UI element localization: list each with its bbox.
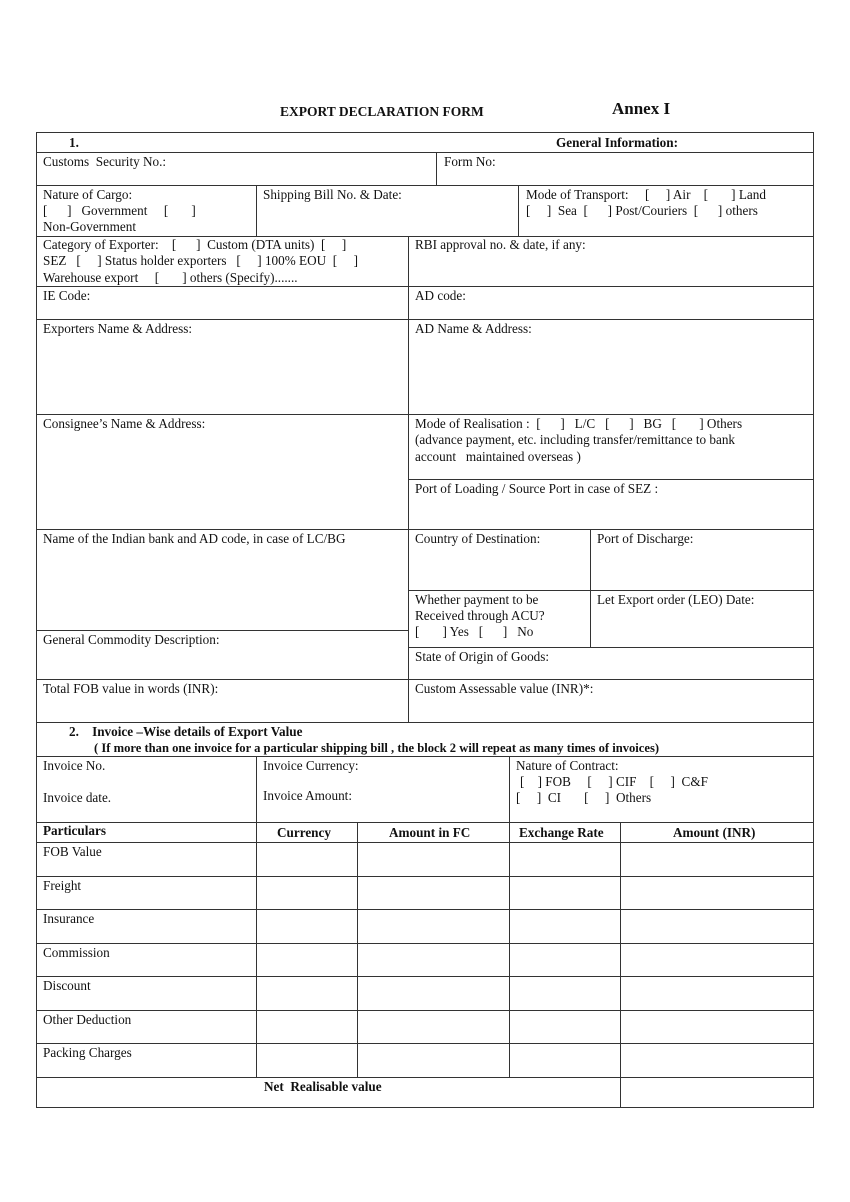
nature-of-contract-options-line1[interactable]: [ ] FOB [ ] CIF [ ] C&F — [520, 774, 708, 789]
indian-bank-field[interactable]: Name of the Indian bank and AD code, in case of LC/BG — [43, 531, 346, 546]
nature-of-contract-options-line2[interactable]: [ ] CI [ ] Others — [516, 790, 652, 805]
row-other-deduction: Other Deduction — [43, 1012, 132, 1027]
form-title: EXPORT DECLARATION FORM — [280, 104, 484, 119]
state-of-origin-field[interactable]: State of Origin of Goods: — [415, 649, 550, 664]
row-discount: Discount — [43, 978, 91, 993]
port-of-loading-field[interactable]: Port of Loading / Source Port in case of SEZ : — [415, 481, 659, 496]
header-particulars: Particulars — [43, 823, 106, 838]
header-currency: Currency — [277, 825, 331, 840]
ad-name-field[interactable]: AD Name & Address: — [415, 321, 532, 336]
mode-of-transport-line2[interactable]: [ ] Sea [ ] Post/Couriers [ ] others — [526, 203, 758, 218]
acu-yes-no-options[interactable]: [ ] Yes [ ] No — [415, 624, 534, 639]
row-fob-value: FOB Value — [43, 844, 102, 859]
invoice-currency-field[interactable]: Invoice Currency: — [263, 758, 359, 773]
nature-of-cargo-label: Nature of Cargo: — [43, 187, 133, 202]
mode-of-transport-line1[interactable]: Mode of Transport: [ ] Air [ ] Land — [526, 187, 766, 202]
category-of-exporter-line2[interactable]: SEZ [ ] Status holder exporters [ ] 100% EOU [ ] — [43, 253, 358, 268]
header-exchange-rate: Exchange Rate — [519, 825, 604, 840]
row-commission: Commission — [43, 945, 110, 960]
consignee-field[interactable]: Consignee’s Name & Address: — [43, 416, 206, 431]
header-amount-in-fc: Amount in FC — [389, 825, 471, 840]
form-no-field[interactable]: Form No: — [444, 154, 496, 169]
nature-of-cargo-government-option[interactable]: [ ] Government [ ] — [43, 203, 196, 218]
general-commodity-field[interactable]: General Commodity Description: — [43, 632, 220, 647]
category-of-exporter-line1[interactable]: Category of Exporter: [ ] Custom (DTA units) [ ] — [43, 237, 347, 252]
invoice-no-field[interactable]: Invoice No. — [43, 758, 106, 773]
section2-title: 2. Invoice –Wise details of Export Value — [69, 724, 303, 739]
leo-date-field[interactable]: Let Export order (LEO) Date: — [597, 592, 755, 607]
ie-code-field[interactable]: IE Code: — [43, 288, 91, 303]
row-packing-charges: Packing Charges — [43, 1045, 132, 1060]
exporters-name-field[interactable]: Exporters Name & Address: — [43, 321, 193, 336]
section1-title: General Information: — [556, 135, 678, 150]
total-fob-field[interactable]: Total FOB value in words (INR): — [43, 681, 219, 696]
port-of-discharge-field[interactable]: Port of Discharge: — [597, 531, 694, 546]
header-amount-inr: Amount (INR) — [673, 825, 756, 840]
rbi-approval-field[interactable]: RBI approval no. & date, if any: — [415, 237, 586, 252]
nature-of-cargo-non-government-option[interactable]: Non-Government — [43, 219, 137, 234]
annex-label: Annex I — [612, 99, 671, 118]
mode-of-realisation-line1[interactable]: Mode of Realisation : [ ] L/C [ ] BG [ ] Others — [415, 416, 743, 431]
section2-subtitle: ( If more than one invoice for a particular shipping bill , the block 2 will repeat as many times of invoices) — [94, 741, 660, 755]
nature-of-contract-label: Nature of Contract: — [516, 758, 619, 773]
mode-of-realisation-line2: (advance payment, etc. including transfer/remittance to bank — [415, 432, 736, 447]
row-insurance: Insurance — [43, 911, 95, 926]
invoice-amount-field[interactable]: Invoice Amount: — [263, 788, 353, 803]
acu-question-line1: Whether payment to be — [415, 592, 539, 607]
section1-number: 1. — [69, 135, 79, 150]
shipping-bill-field[interactable]: Shipping Bill No. & Date: — [263, 187, 402, 202]
row-freight: Freight — [43, 878, 82, 893]
custom-assessable-field[interactable]: Custom Assessable value (INR)*: — [415, 681, 594, 696]
ad-code-field[interactable]: AD code: — [415, 288, 466, 303]
invoice-date-field[interactable]: Invoice date. — [43, 790, 112, 805]
acu-question-line2: Received through ACU? — [415, 608, 545, 623]
category-of-exporter-line3[interactable]: Warehouse export [ ] others (Specify)....... — [43, 270, 298, 285]
customs-security-no-field[interactable]: Customs Security No.: — [43, 154, 167, 169]
country-of-destination-field[interactable]: Country of Destination: — [415, 531, 541, 546]
mode-of-realisation-line3: account maintained overseas ) — [415, 449, 581, 464]
net-realisable-value-label: Net Realisable value — [264, 1079, 382, 1094]
